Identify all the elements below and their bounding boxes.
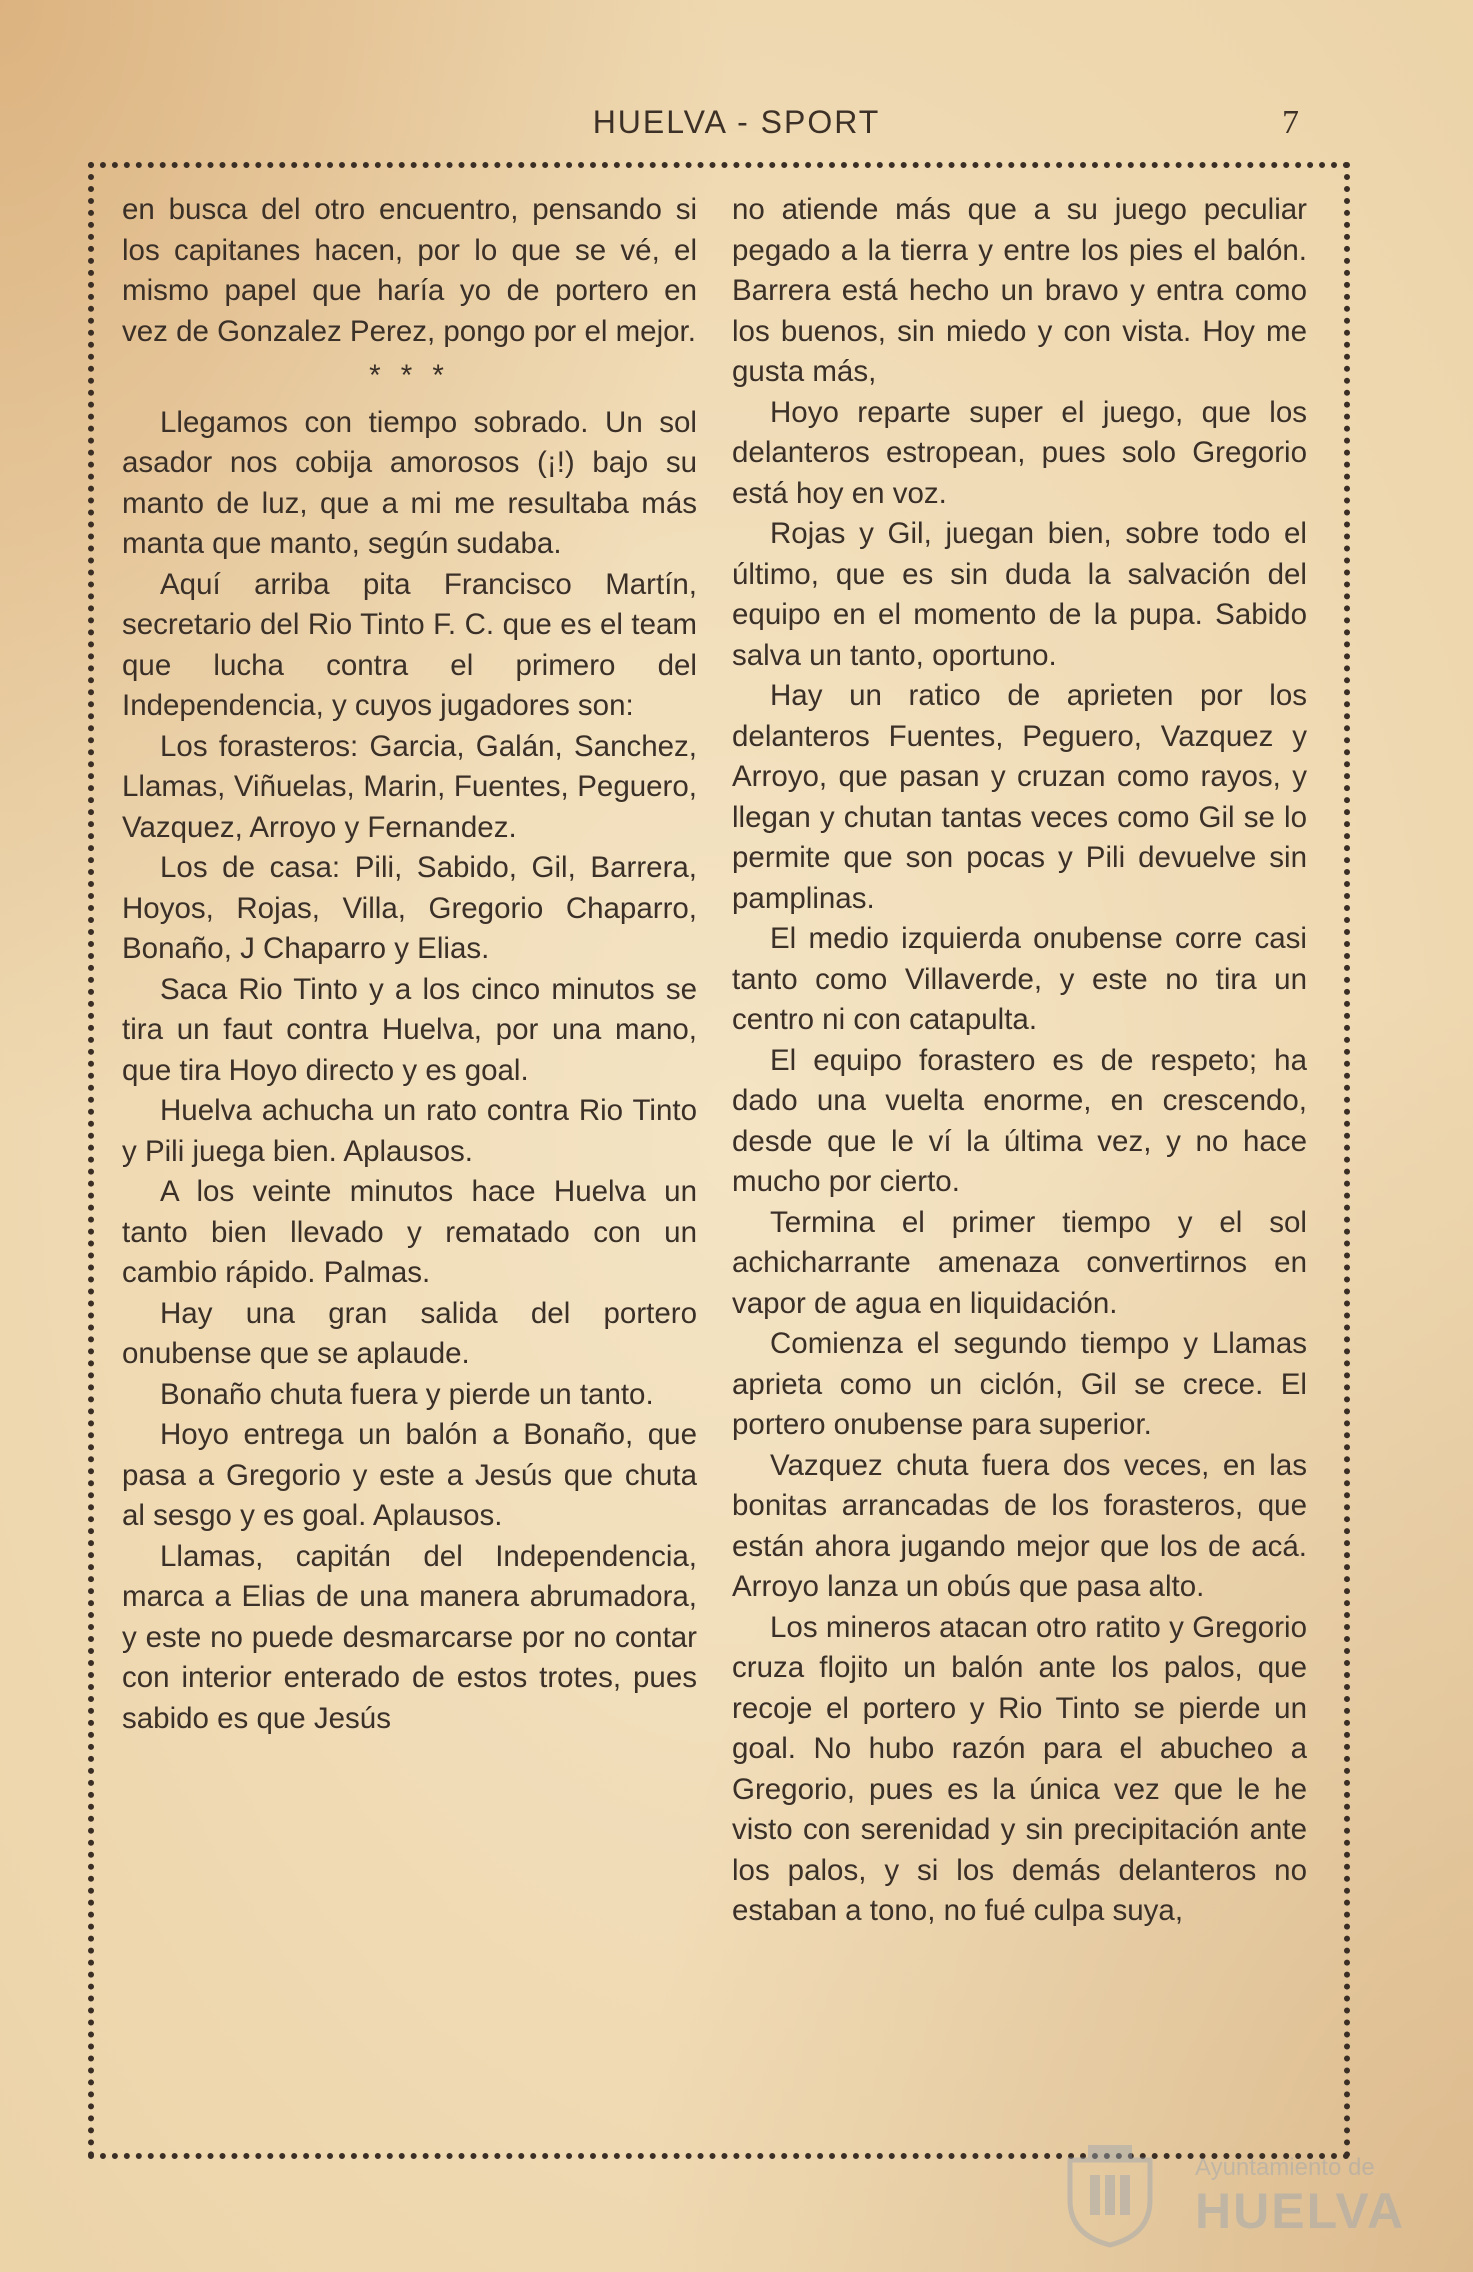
crest-icon — [1060, 2140, 1160, 2250]
page-header — [0, 104, 1473, 154]
paragraph: Comienza el segundo tiempo y Llamas aprieta como un ciclón, Gil se crece. El portero onubense para superior. — [732, 1327, 1307, 1441]
paragraph: Los de casa: Pili, Sabido, Gil, Barrera, Hoyos, Rojas, Villa, Gregorio Chaparro, Bonaño, J Chaparro y Elias. — [122, 851, 697, 965]
page-number: 7 — [1282, 104, 1299, 141]
paragraph: Termina el primer tiempo y el sol achicharrante amenaza convertirnos en vapor de agua en liquidación. — [732, 1205, 1307, 1320]
paragraph: Huelva achucha un rato contra Rio Tinto y Pili juega bien. Aplausos. — [122, 1094, 697, 1168]
ayuntamiento-watermark — [1060, 2140, 1420, 2250]
paragraph: en busca del otro encuentro, pensando si los capitanes hacen, por lo que se vé, el mismo papel que haría yo de portero en vez de Gonzalez Perez, pongo por el mejor. — [122, 193, 697, 348]
paragraph: A los veinte minutos hace Huelva un tanto bien llevado y rematado con un cambio rápido. Palmas. — [122, 1175, 697, 1289]
left-text-column — [122, 190, 697, 2130]
paragraph: Saca Rio Tinto y a los cinco minutos se tira un faut contra Huelva, por una mano, que tira Hoyo directo y es goal. — [122, 972, 697, 1087]
paragraph: Hay un ratico de aprieten por los delanteros Fuentes, Peguero, Vazquez y Arroyo, que pasan y cruzan como rayos, y llegan y chutan tantas veces como Gil se lo permite que son pocas y Pili devuelve sin pamplinas. — [732, 679, 1307, 915]
paragraph: Vazquez chuta fuera dos veces, en las bonitas arrancadas de los forasteros, que están ahora jugando mejor que los de acá. Arroyo lanza un obús que pasa alto. — [732, 1448, 1307, 1603]
paragraph: Los mineros atacan otro ratito y Gregorio cruza flojito un balón ante los palos, que recoje el portero y Rio Tinto se pierde un goal. No hubo razón para el abucheo a Gregorio, pues es la única vez que le he visto con serenidad y sin precipitación ante los palos, y si los demás delanteros no estaban a tono, no fué culpa suya, — [732, 1610, 1307, 1927]
paragraph: Bonaño chuta fuera y pierde un tanto. — [160, 1377, 654, 1411]
watermark-line-2: HUELVA — [1195, 2183, 1406, 2239]
paragraph: Rojas y Gil, juegan bien, sobre todo el último, que es sin duda la salvación del equipo en el momento de la pupa. Sabido salva un tanto, oportuno. — [732, 517, 1307, 672]
watermark-line-1: Ayuntamiento de — [1195, 2154, 1375, 2181]
paragraph: El equipo forastero es de respeto; ha dado una vuelta enorme, en crescendo, desde que le ví la última vez, y no hace mucho por cierto. — [732, 1043, 1307, 1198]
paragraph: Hoyo reparte super el juego, que los delanteros estropean, pues solo Gregorio está hoy en voz. — [732, 395, 1307, 510]
paragraph: Los forasteros: Garcia, Galán, Sanchez, Llamas, Viñuelas, Marin, Fuentes, Peguero, Vazquez, Arroyo y Fernandez. — [122, 729, 697, 844]
paragraph: El medio izquierda onubense corre casi tanto como Villaverde, y este no tira un centro ni con catapulta. — [732, 922, 1307, 1036]
paragraph: Llamas, capitán del Independencia, marca a Elias de una manera abrumadora, y este no puede desmarcarse por no contar con interior enterado de estos trotes, pues sabido es que Jesús — [122, 1539, 697, 1735]
paragraph: Aquí arriba pita Francisco Martín, secretario del Rio Tinto F. C. que es el team que lucha contra el primero del Independencia, y cuyos jugadores son: — [122, 567, 697, 722]
paragraph: no atiende más que a su juego peculiar pegado a la tierra y entre los pies el balón. Barrera está hecho un bravo y entra como los buenos, sin miedo y con vista. Hoy me gusta más, — [732, 193, 1307, 388]
section-separator: * * * — [369, 359, 450, 392]
paragraph: Llegamos con tiempo sobrado. Un sol asador nos cobija amorosos (¡!) bajo su manto de luz, que a mi me resultaba más manta que manto, según sudaba. — [122, 405, 697, 560]
paragraph: Hay una gran salida del portero onubense que se aplaude. — [122, 1296, 697, 1370]
paragraph: Hoyo entrega un balón a Bonaño, que pasa a Gregorio y este a Jesús que chuta al sesgo y es goal. Aplausos. — [122, 1418, 697, 1532]
publication-title: HUELVA - SPORT — [592, 104, 881, 140]
right-text-column — [732, 190, 1307, 2130]
